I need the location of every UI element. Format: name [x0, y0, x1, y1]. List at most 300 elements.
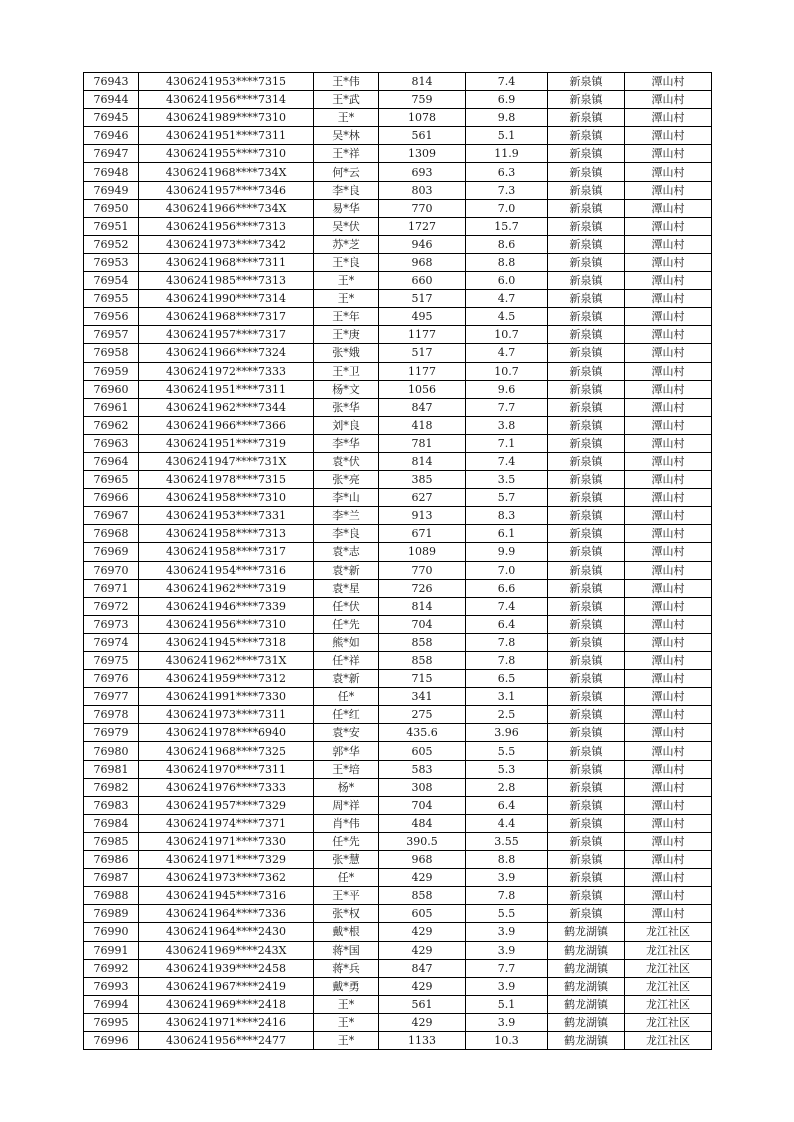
amount-cell: 1309 [379, 145, 466, 163]
amount-cell: 847 [379, 959, 466, 977]
town-cell: 新泉镇 [548, 235, 625, 253]
serial-number-cell: 76952 [84, 235, 139, 253]
id-number-cell: 4306241951****7311 [139, 380, 314, 398]
amount-cell: 715 [379, 670, 466, 688]
serial-number-cell: 76974 [84, 633, 139, 651]
table-row [84, 272, 712, 290]
town-cell: 新泉镇 [548, 73, 625, 91]
serial-number-cell: 76988 [84, 887, 139, 905]
records-table-body [84, 73, 712, 1050]
amount-cell: 759 [379, 91, 466, 109]
table-row [84, 91, 712, 109]
village-cell: 潭山村 [625, 145, 712, 163]
serial-number-cell: 76983 [84, 796, 139, 814]
amount-cell: 1056 [379, 380, 466, 398]
name-cell: 袁*新 [314, 561, 379, 579]
serial-number-cell: 76954 [84, 272, 139, 290]
amount-cell: 693 [379, 163, 466, 181]
village-cell: 潭山村 [625, 887, 712, 905]
serial-number-cell: 76981 [84, 760, 139, 778]
amount-cell: 847 [379, 398, 466, 416]
serial-number-cell: 76976 [84, 670, 139, 688]
town-cell: 新泉镇 [548, 869, 625, 887]
amount-cell: 583 [379, 760, 466, 778]
name-cell: 王*平 [314, 887, 379, 905]
id-number-cell: 4306241966****734X [139, 199, 314, 217]
area-cell: 3.1 [466, 688, 548, 706]
id-number-cell: 4306241990****7314 [139, 290, 314, 308]
table-row [84, 633, 712, 651]
id-number-cell: 4306241945****7318 [139, 633, 314, 651]
town-cell: 鹤龙湖镇 [548, 959, 625, 977]
name-cell: 张*权 [314, 905, 379, 923]
village-cell: 潭山村 [625, 670, 712, 688]
id-number-cell: 4306241957****7317 [139, 326, 314, 344]
amount-cell: 435.6 [379, 724, 466, 742]
amount-cell: 946 [379, 235, 466, 253]
town-cell: 新泉镇 [548, 145, 625, 163]
town-cell: 新泉镇 [548, 887, 625, 905]
table-row [84, 652, 712, 670]
area-cell: 7.7 [466, 959, 548, 977]
amount-cell: 429 [379, 869, 466, 887]
name-cell: 杨*文 [314, 380, 379, 398]
village-cell: 龙江社区 [625, 1031, 712, 1049]
table-row [84, 851, 712, 869]
village-cell: 潭山村 [625, 706, 712, 724]
town-cell: 新泉镇 [548, 127, 625, 145]
table-row [84, 434, 712, 452]
village-cell: 龙江社区 [625, 941, 712, 959]
village-cell: 潭山村 [625, 543, 712, 561]
village-cell: 潭山村 [625, 525, 712, 543]
amount-cell: 561 [379, 995, 466, 1013]
town-cell: 新泉镇 [548, 344, 625, 362]
name-cell: 王* [314, 109, 379, 127]
town-cell: 新泉镇 [548, 652, 625, 670]
name-cell: 蒋*兵 [314, 959, 379, 977]
id-number-cell: 4306241978****6940 [139, 724, 314, 742]
table-row [84, 308, 712, 326]
village-cell: 潭山村 [625, 91, 712, 109]
table-row [84, 778, 712, 796]
id-number-cell: 4306241962****7344 [139, 398, 314, 416]
area-cell: 7.8 [466, 633, 548, 651]
town-cell: 鹤龙湖镇 [548, 1031, 625, 1049]
area-cell: 5.7 [466, 489, 548, 507]
village-cell: 潭山村 [625, 851, 712, 869]
area-cell: 11.9 [466, 145, 548, 163]
table-row [84, 416, 712, 434]
name-cell: 李*华 [314, 434, 379, 452]
table-row [84, 869, 712, 887]
name-cell: 杨* [314, 778, 379, 796]
serial-number-cell: 76985 [84, 832, 139, 850]
area-cell: 2.5 [466, 706, 548, 724]
town-cell: 鹤龙湖镇 [548, 923, 625, 941]
area-cell: 3.5 [466, 471, 548, 489]
id-number-cell: 4306241953****7331 [139, 507, 314, 525]
serial-number-cell: 76950 [84, 199, 139, 217]
serial-number-cell: 76967 [84, 507, 139, 525]
town-cell: 新泉镇 [548, 272, 625, 290]
amount-cell: 418 [379, 416, 466, 434]
amount-cell: 968 [379, 851, 466, 869]
table-row [84, 579, 712, 597]
town-cell: 新泉镇 [548, 308, 625, 326]
serial-number-cell: 76990 [84, 923, 139, 941]
table-row [84, 1031, 712, 1049]
area-cell: 3.9 [466, 869, 548, 887]
area-cell: 6.1 [466, 525, 548, 543]
name-cell: 吴*伏 [314, 217, 379, 235]
village-cell: 潭山村 [625, 561, 712, 579]
serial-number-cell: 76972 [84, 597, 139, 615]
serial-number-cell: 76986 [84, 851, 139, 869]
area-cell: 7.3 [466, 181, 548, 199]
village-cell: 潭山村 [625, 109, 712, 127]
village-cell: 潭山村 [625, 489, 712, 507]
area-cell: 7.4 [466, 452, 548, 470]
id-number-cell: 4306241958****7310 [139, 489, 314, 507]
area-cell: 10.3 [466, 1031, 548, 1049]
table-row [84, 597, 712, 615]
table-row [84, 489, 712, 507]
amount-cell: 770 [379, 199, 466, 217]
amount-cell: 429 [379, 977, 466, 995]
table-row [84, 163, 712, 181]
area-cell: 7.0 [466, 199, 548, 217]
amount-cell: 429 [379, 1013, 466, 1031]
id-number-cell: 4306241970****7311 [139, 760, 314, 778]
area-cell: 8.6 [466, 235, 548, 253]
id-number-cell: 4306241956****2477 [139, 1031, 314, 1049]
area-cell: 6.5 [466, 670, 548, 688]
table-row [84, 887, 712, 905]
name-cell: 刘*良 [314, 416, 379, 434]
village-cell: 潭山村 [625, 869, 712, 887]
id-number-cell: 4306241958****7317 [139, 543, 314, 561]
town-cell: 新泉镇 [548, 471, 625, 489]
amount-cell: 968 [379, 253, 466, 271]
table-row [84, 290, 712, 308]
area-cell: 8.8 [466, 253, 548, 271]
serial-number-cell: 76951 [84, 217, 139, 235]
name-cell: 王*培 [314, 760, 379, 778]
table-row [84, 543, 712, 561]
id-number-cell: 4306241962****731X [139, 652, 314, 670]
name-cell: 王* [314, 272, 379, 290]
name-cell: 戴*勇 [314, 977, 379, 995]
town-cell: 新泉镇 [548, 525, 625, 543]
village-cell: 潭山村 [625, 597, 712, 615]
table-row [84, 814, 712, 832]
town-cell: 新泉镇 [548, 706, 625, 724]
serial-number-cell: 76955 [84, 290, 139, 308]
village-cell: 潭山村 [625, 253, 712, 271]
id-number-cell: 4306241969****2418 [139, 995, 314, 1013]
name-cell: 王* [314, 1013, 379, 1031]
area-cell: 8.8 [466, 851, 548, 869]
name-cell: 张*慧 [314, 851, 379, 869]
town-cell: 新泉镇 [548, 905, 625, 923]
amount-cell: 858 [379, 652, 466, 670]
amount-cell: 385 [379, 471, 466, 489]
town-cell: 新泉镇 [548, 290, 625, 308]
area-cell: 4.7 [466, 344, 548, 362]
amount-cell: 704 [379, 796, 466, 814]
name-cell: 李*兰 [314, 507, 379, 525]
serial-number-cell: 76973 [84, 615, 139, 633]
town-cell: 新泉镇 [548, 633, 625, 651]
area-cell: 3.9 [466, 1013, 548, 1031]
area-cell: 5.1 [466, 127, 548, 145]
serial-number-cell: 76978 [84, 706, 139, 724]
village-cell: 龙江社区 [625, 995, 712, 1013]
name-cell: 袁*新 [314, 670, 379, 688]
village-cell: 潭山村 [625, 633, 712, 651]
serial-number-cell: 76996 [84, 1031, 139, 1049]
amount-cell: 858 [379, 887, 466, 905]
table-row [84, 199, 712, 217]
village-cell: 潭山村 [625, 398, 712, 416]
village-cell: 潭山村 [625, 615, 712, 633]
town-cell: 鹤龙湖镇 [548, 995, 625, 1013]
amount-cell: 495 [379, 308, 466, 326]
area-cell: 6.4 [466, 796, 548, 814]
serial-number-cell: 76971 [84, 579, 139, 597]
id-number-cell: 4306241955****7310 [139, 145, 314, 163]
amount-cell: 627 [379, 489, 466, 507]
town-cell: 新泉镇 [548, 670, 625, 688]
id-number-cell: 4306241951****7311 [139, 127, 314, 145]
town-cell: 新泉镇 [548, 543, 625, 561]
id-number-cell: 4306241991****7330 [139, 688, 314, 706]
id-number-cell: 4306241964****7336 [139, 905, 314, 923]
area-cell: 5.5 [466, 742, 548, 760]
village-cell: 潭山村 [625, 905, 712, 923]
table-row [84, 235, 712, 253]
village-cell: 潭山村 [625, 652, 712, 670]
amount-cell: 913 [379, 507, 466, 525]
area-cell: 6.6 [466, 579, 548, 597]
area-cell: 6.4 [466, 615, 548, 633]
table-row [84, 1013, 712, 1031]
town-cell: 新泉镇 [548, 253, 625, 271]
area-cell: 7.4 [466, 73, 548, 91]
amount-cell: 803 [379, 181, 466, 199]
town-cell: 新泉镇 [548, 181, 625, 199]
table-row [84, 181, 712, 199]
id-number-cell: 4306241959****7312 [139, 670, 314, 688]
amount-cell: 671 [379, 525, 466, 543]
table-row [84, 796, 712, 814]
table-row [84, 995, 712, 1013]
area-cell: 3.9 [466, 977, 548, 995]
name-cell: 袁*星 [314, 579, 379, 597]
area-cell: 9.9 [466, 543, 548, 561]
village-cell: 龙江社区 [625, 923, 712, 941]
id-number-cell: 4306241971****7330 [139, 832, 314, 850]
town-cell: 新泉镇 [548, 688, 625, 706]
table-row [84, 109, 712, 127]
area-cell: 4.5 [466, 308, 548, 326]
name-cell: 王*庚 [314, 326, 379, 344]
town-cell: 新泉镇 [548, 814, 625, 832]
id-number-cell: 4306241962****7319 [139, 579, 314, 597]
area-cell: 10.7 [466, 326, 548, 344]
name-cell: 王*武 [314, 91, 379, 109]
area-cell: 8.3 [466, 507, 548, 525]
serial-number-cell: 76961 [84, 398, 139, 416]
id-number-cell: 4306241968****7325 [139, 742, 314, 760]
area-cell: 3.55 [466, 832, 548, 850]
village-cell: 潭山村 [625, 73, 712, 91]
town-cell: 新泉镇 [548, 199, 625, 217]
table-row [84, 525, 712, 543]
name-cell: 袁*安 [314, 724, 379, 742]
village-cell: 潭山村 [625, 688, 712, 706]
area-cell: 7.4 [466, 597, 548, 615]
town-cell: 新泉镇 [548, 760, 625, 778]
amount-cell: 814 [379, 452, 466, 470]
table-row [84, 398, 712, 416]
id-number-cell: 4306241956****7314 [139, 91, 314, 109]
village-cell: 潭山村 [625, 380, 712, 398]
id-number-cell: 4306241971****2416 [139, 1013, 314, 1031]
amount-cell: 341 [379, 688, 466, 706]
serial-number-cell: 76965 [84, 471, 139, 489]
id-number-cell: 4306241964****2430 [139, 923, 314, 941]
town-cell: 新泉镇 [548, 109, 625, 127]
town-cell: 新泉镇 [548, 326, 625, 344]
name-cell: 王*祥 [314, 145, 379, 163]
town-cell: 新泉镇 [548, 452, 625, 470]
id-number-cell: 4306241958****7313 [139, 525, 314, 543]
name-cell: 袁*志 [314, 543, 379, 561]
table-row [84, 760, 712, 778]
name-cell: 任*先 [314, 832, 379, 850]
serial-number-cell: 76975 [84, 652, 139, 670]
id-number-cell: 4306241973****7342 [139, 235, 314, 253]
name-cell: 任*伏 [314, 597, 379, 615]
name-cell: 肖*伟 [314, 814, 379, 832]
table-row [84, 253, 712, 271]
id-number-cell: 4306241968****734X [139, 163, 314, 181]
town-cell: 新泉镇 [548, 416, 625, 434]
id-number-cell: 4306241956****7313 [139, 217, 314, 235]
table-row [84, 923, 712, 941]
id-number-cell: 4306241939****2458 [139, 959, 314, 977]
area-cell: 15.7 [466, 217, 548, 235]
amount-cell: 429 [379, 941, 466, 959]
table-row [84, 326, 712, 344]
area-cell: 7.1 [466, 434, 548, 452]
amount-cell: 484 [379, 814, 466, 832]
name-cell: 王*卫 [314, 362, 379, 380]
id-number-cell: 4306241946****7339 [139, 597, 314, 615]
amount-cell: 308 [379, 778, 466, 796]
amount-cell: 1177 [379, 362, 466, 380]
town-cell: 新泉镇 [548, 362, 625, 380]
amount-cell: 429 [379, 923, 466, 941]
town-cell: 新泉镇 [548, 579, 625, 597]
records-table [83, 72, 712, 1050]
serial-number-cell: 76959 [84, 362, 139, 380]
village-cell: 潭山村 [625, 326, 712, 344]
area-cell: 6.0 [466, 272, 548, 290]
town-cell: 鹤龙湖镇 [548, 1013, 625, 1031]
serial-number-cell: 76945 [84, 109, 139, 127]
town-cell: 新泉镇 [548, 742, 625, 760]
id-number-cell: 4306241972****7333 [139, 362, 314, 380]
serial-number-cell: 76948 [84, 163, 139, 181]
id-number-cell: 4306241954****7316 [139, 561, 314, 579]
serial-number-cell: 76947 [84, 145, 139, 163]
name-cell: 熊*如 [314, 633, 379, 651]
name-cell: 苏*芝 [314, 235, 379, 253]
table-row [84, 452, 712, 470]
id-number-cell: 4306241956****7310 [139, 615, 314, 633]
village-cell: 潭山村 [625, 199, 712, 217]
name-cell: 王* [314, 995, 379, 1013]
table-row [84, 362, 712, 380]
amount-cell: 814 [379, 597, 466, 615]
name-cell: 王* [314, 290, 379, 308]
amount-cell: 1089 [379, 543, 466, 561]
amount-cell: 858 [379, 633, 466, 651]
serial-number-cell: 76957 [84, 326, 139, 344]
town-cell: 新泉镇 [548, 217, 625, 235]
table-row [84, 959, 712, 977]
village-cell: 潭山村 [625, 471, 712, 489]
area-cell: 10.7 [466, 362, 548, 380]
village-cell: 潭山村 [625, 796, 712, 814]
amount-cell: 814 [379, 73, 466, 91]
id-number-cell: 4306241968****7317 [139, 308, 314, 326]
amount-cell: 390.5 [379, 832, 466, 850]
village-cell: 潭山村 [625, 434, 712, 452]
village-cell: 潭山村 [625, 308, 712, 326]
town-cell: 新泉镇 [548, 796, 625, 814]
table-row [84, 344, 712, 362]
area-cell: 6.3 [466, 163, 548, 181]
village-cell: 潭山村 [625, 579, 712, 597]
id-number-cell: 4306241989****7310 [139, 109, 314, 127]
serial-number-cell: 76958 [84, 344, 139, 362]
id-number-cell: 4306241971****7329 [139, 851, 314, 869]
village-cell: 潭山村 [625, 235, 712, 253]
town-cell: 新泉镇 [548, 489, 625, 507]
name-cell: 李*良 [314, 525, 379, 543]
amount-cell: 1133 [379, 1031, 466, 1049]
amount-cell: 1177 [379, 326, 466, 344]
table-row [84, 615, 712, 633]
name-cell: 郭*华 [314, 742, 379, 760]
serial-number-cell: 76994 [84, 995, 139, 1013]
village-cell: 潭山村 [625, 272, 712, 290]
table-row [84, 977, 712, 995]
area-cell: 3.96 [466, 724, 548, 742]
village-cell: 潭山村 [625, 778, 712, 796]
town-cell: 新泉镇 [548, 832, 625, 850]
name-cell: 周*祥 [314, 796, 379, 814]
name-cell: 王*伟 [314, 73, 379, 91]
area-cell: 9.6 [466, 380, 548, 398]
town-cell: 新泉镇 [548, 380, 625, 398]
village-cell: 龙江社区 [625, 959, 712, 977]
serial-number-cell: 76960 [84, 380, 139, 398]
